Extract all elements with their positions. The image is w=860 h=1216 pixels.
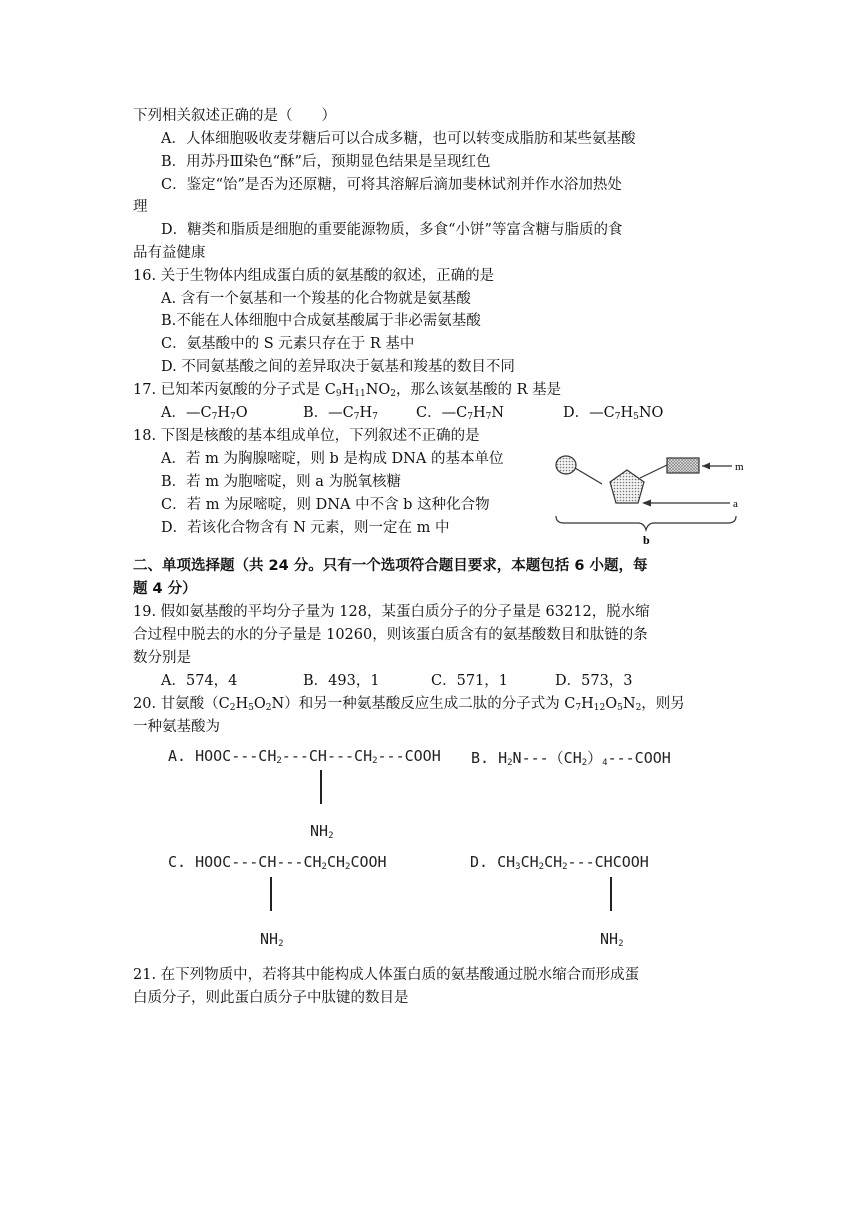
label-b: b — [643, 533, 650, 547]
q16-stem: 16. 关于生物体内组成蛋白质的氨基酸的叙述，正确的是 — [133, 268, 495, 284]
q19-option-c: C．571，1 — [431, 673, 508, 689]
q20-option-c: C. HOOC-$--CH---CH_2CH_2COOH$ — [168, 853, 387, 872]
q19-stem: 19. 假如氨基酸的平均分子量为 128，某蛋白质分子的分子量是 63212，脱水缩 — [133, 604, 650, 620]
q21-stem: 21. 在下列物质中，若将其中能构成人体蛋白质的氨基酸通过脱水缩合而形成蛋 — [133, 967, 640, 983]
base-rectangle — [667, 458, 699, 473]
q18-option-c: C．若 m 为尿嘧啶，则 DNA 中不含 b 这种化合物 — [161, 497, 490, 513]
label-m: m — [735, 461, 744, 473]
q20-stem-cont: 一种氨基酸为 — [133, 719, 220, 735]
q17-option-b: B．$—C_7H_7$ — [303, 405, 378, 422]
q18-option-a: A．若 m 为胸腺嘧啶，则 b 是构成 DNA 的基本单位 — [161, 451, 504, 467]
pentose-sugar — [610, 470, 644, 503]
q17-stem: 17. 已知苯丙氨酸的分子式是 $C_9H_{11}NO_2$，那么该氨基酸的 R 基是 — [133, 382, 562, 399]
section2-heading: 二、单项选择题（共 24 分。只有一个选项符合题目要求，本题包括 6 小题，每 — [133, 558, 648, 574]
section2-heading-cont: 题 4 分） — [133, 581, 197, 597]
q18-option-b: B．若 m 为胞嘧啶，则 a 为脱氧核糖 — [161, 474, 401, 490]
q19-option-a: A．574，4 — [161, 673, 238, 689]
q19-stem-cont2: 数分别是 — [133, 650, 191, 666]
phosphate-circle — [556, 456, 576, 474]
q20-option-d-nh2: $NH_2$ — [600, 930, 624, 949]
q17-option-d: D．$—C_7H_5NO$ — [563, 405, 664, 422]
q20-option-a-bond — [320, 770, 322, 804]
brace-b — [556, 516, 736, 530]
q15-option-d-cont: 品有益健康 — [133, 245, 206, 261]
q16-option-c: C．氨基酸中的 S 元素只存在于 R 基中 — [161, 336, 415, 352]
q20-option-a-nh2: $NH_2$ — [310, 822, 334, 841]
q16-option-d: D. 不同氨基酸之间的差异取决于氨基和羧基的数目不同 — [161, 359, 515, 375]
q20-option-c-nh2: $NH_2$ — [260, 930, 284, 949]
q15-option-c: C．鉴定“饴”是否为还原糖，可将其溶解后滴加斐林试剂并作水浴加热处 — [161, 177, 622, 193]
q15-option-a: A．人体细胞吸收麦芽糖后可以合成多糖，也可以转变成脂肪和某些氨基酸 — [161, 131, 636, 147]
q19-stem-cont1: 合过程中脱去的水的分子量是 10260，则该蛋白质含有的氨基酸数目和肽链的条 — [133, 627, 648, 643]
q15-option-c-cont: 理 — [133, 199, 148, 215]
q18-stem: 18. 下图是核酸的基本组成单位，下列叙述不正确的是 — [133, 428, 480, 444]
label-a: a — [733, 498, 738, 510]
q16-option-a: A. 含有一个氨基和一个羧基的化合物就是氨基酸 — [161, 291, 471, 307]
q19-option-d: D．573，3 — [555, 673, 633, 689]
nucleotide-diagram — [550, 448, 750, 548]
q15-stem: 下列相关叙述正确的是（ ） — [133, 108, 336, 124]
q20-option-b: B. $H_2N---(CH_2)_4--$-COOH — [471, 749, 671, 768]
q20-option-a: A. HOOC-$--CH_2---CH---CH_2--$-COOH — [168, 747, 441, 766]
q18-option-d: D．若该化合物含有 N 元素，则一定在 m 中 — [161, 520, 450, 536]
q17-option-a: A．$—C_7H_7O$ — [161, 405, 248, 422]
q15-option-d: D．糖类和脂质是细胞的重要能源物质，多食“小饼”等富含糖与脂质的食 — [161, 222, 623, 238]
q16-option-b: B.不能在人体细胞中合成氨基酸属于非必需氨基酸 — [161, 313, 481, 329]
q20-option-d-bond — [610, 877, 612, 911]
q17-option-c: C．$—C_7H_7N$ — [416, 405, 505, 422]
q21-stem-cont: 白质分子，则此蛋白质分子中肽键的数目是 — [133, 990, 409, 1006]
q20-option-d: D. $CH_3CH_2CH_2--$-CHCOOH — [470, 853, 649, 872]
q15-option-b: B．用苏丹Ⅲ染色“酥”后，预期显色结果是呈现红色 — [161, 154, 491, 170]
q20-stem: 20. 甘氨酸$(C_2H_5O_2N)$和另一种氨基酸反应生成二肽的分子式为 $C_7H_{12}O_5N_2$，则另 — [133, 696, 685, 713]
q19-option-b: B．493，1 — [303, 673, 380, 689]
q20-option-c-bond — [270, 877, 272, 911]
